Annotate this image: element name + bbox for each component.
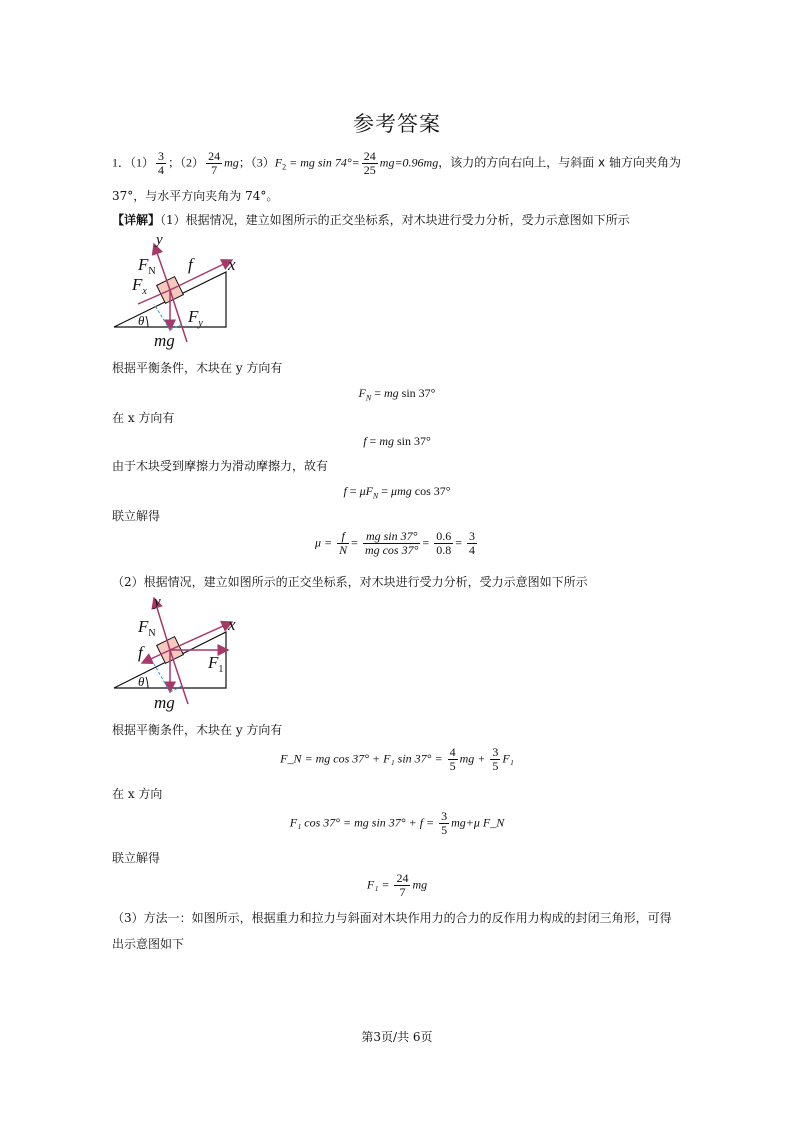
label-fn: $F_N$ — [138, 617, 156, 639]
label-fy: $F_y$ — [188, 307, 203, 329]
separator: ； — [238, 155, 251, 170]
solve-text-1: 联立解得 — [112, 509, 161, 523]
answer-line-1 — [112, 150, 681, 177]
label-mg: mg — [154, 693, 175, 712]
fraction-denominator: 5 — [492, 759, 499, 773]
fraction-denominator: mg cos 37° — [364, 543, 419, 557]
angle-arc — [146, 677, 148, 688]
label-fn: $F_N$ — [138, 255, 156, 277]
answer-3-expression: = mg sin 74°= — [286, 155, 360, 170]
equation-6-fraction — [394, 872, 410, 899]
equation-4-tail: F₁ — [502, 751, 514, 766]
equation-2: f = mg sin 37° — [363, 434, 431, 448]
part-2-marker: （2） — [180, 155, 205, 170]
equation-4-lhs: F_N = mg cos 37° + F₁ sin 37° = — [280, 751, 443, 766]
part-3-marker: （3） — [250, 155, 275, 170]
dashed-component-y — [170, 686, 182, 692]
fraction-numerator: 3 — [492, 745, 499, 759]
mu-lhs: μ = — [315, 535, 333, 550]
fraction-denominator: 5 — [441, 823, 448, 837]
balance-y-text-1: 根据平衡条件，木块在 y 方向有 — [112, 361, 283, 375]
part-3-line-2: 出示意图如下 — [112, 937, 185, 951]
fraction-numerator: 3 — [441, 809, 448, 823]
detail-part-1-intro — [112, 212, 630, 228]
equation-6 — [0, 872, 794, 899]
equation-5-fraction — [439, 810, 449, 837]
fraction-denominator: 5 — [449, 759, 456, 773]
detail-part-2-intro: （2）根据情况，建立如图所示的正交坐标系，对木块进行受力分析，受力示意图如下所示 — [112, 575, 588, 589]
fraction-numerator: 24 — [208, 149, 221, 163]
force-diagram-2 — [108, 592, 248, 714]
equation-6-tail: mg — [412, 877, 428, 892]
answer-3-value: mg=0.96mg — [379, 155, 439, 170]
fraction-numerator: 3 — [468, 529, 475, 543]
answer-3-fraction — [362, 150, 378, 177]
mu-equation: μ = $\frac{f}{N}$ = $\frac{\text{mg sin 37°}}{\text{mg cos 37°}}$ = $\frac{0.6}{0.8}$ = $\frac{3}{4}$ — [315, 529, 475, 557]
equation-5-tail: mg+μ F_N — [451, 815, 505, 830]
angle-arc — [146, 316, 148, 327]
force-diagram-1 — [108, 232, 248, 352]
fraction-denominator: 4 — [158, 163, 165, 177]
fraction-numerator: mg sin 37° — [363, 530, 420, 544]
fraction-denominator: 0.8 — [436, 543, 452, 557]
mu-fraction-1 — [337, 530, 349, 557]
equation-4 — [0, 746, 794, 773]
label-y: y — [156, 232, 163, 248]
detail-tag: 【详解】 — [112, 213, 161, 227]
dashed-component-x — [154, 304, 170, 330]
equation-1: $F_N$ = mg sin 37° — [358, 386, 436, 403]
label-x: x — [228, 615, 236, 634]
answer-3-symbol: F — [274, 155, 283, 170]
equation-4-mid: mg + — [459, 751, 486, 766]
label-f1: $F_1$ — [208, 653, 224, 675]
equation-5-lhs: F₁ cos 37° = mg sin 37° + f = — [289, 815, 435, 830]
label-fx: $F_x$ — [132, 275, 147, 297]
fraction-denominator: N — [339, 543, 348, 557]
fraction-numerator: f — [337, 530, 349, 544]
balance-y-text-2: 根据平衡条件，木块在 y 方向有 — [112, 723, 283, 737]
separator: ； — [168, 155, 181, 170]
equation-4-fraction-2 — [490, 746, 500, 773]
part-1-marker: （1） — [130, 155, 155, 170]
label-mg: mg — [154, 331, 175, 350]
x-axis-arrow — [170, 622, 232, 650]
fraction-numerator: 24 — [396, 871, 409, 885]
mu-fraction-3 — [434, 530, 453, 557]
page-title: 参考答案 — [353, 112, 441, 136]
fraction-denominator: 4 — [468, 543, 475, 557]
fraction-numerator: 4 — [449, 745, 456, 759]
x-axis-arrow — [170, 260, 232, 290]
page-footer: 第3页/共 6页 — [361, 1030, 433, 1044]
fraction-numerator: 24 — [363, 149, 376, 163]
equation-6-lhs: F₁ = — [366, 877, 390, 892]
fraction-denominator: 25 — [363, 163, 376, 177]
label-y: y — [154, 594, 161, 610]
part-3-line-1: （3）方法一：如图所示，根据重力和拉力与斜面对木块作用力的合力的反作用力构成的封闭三角形，可得 — [112, 911, 672, 925]
fraction-denominator: 7 — [399, 885, 406, 899]
solve-text-2: 联立解得 — [112, 851, 161, 865]
question-number: 1． — [112, 155, 131, 170]
mu-fraction-4 — [467, 530, 477, 557]
answer-2-unit: mg — [224, 155, 239, 170]
label-theta: θ — [138, 313, 145, 328]
label-f: f — [138, 643, 143, 662]
equation-3: $f = \mu F_N = \mu mg$ cos 37° — [343, 484, 451, 501]
answer-2-fraction — [206, 150, 222, 177]
friction-text: 由于木块受到摩擦力为滑动摩擦力，故有 — [112, 459, 329, 473]
label-f: f — [188, 255, 193, 274]
part-1-intro-text: （1）根据情况，建立如图所示的正交坐标系，对木块进行受力分析，受力示意图如下所示 — [160, 213, 630, 227]
equation-5 — [0, 810, 794, 837]
x-direction-text-2: 在 x 方向 — [112, 787, 163, 801]
answer-line-2: 37°，与水平方向夹角为 74°。 — [112, 189, 279, 203]
equation-4-fraction-1 — [448, 746, 458, 773]
answer-3-direction: ，该力的方向右向上，与斜面 x 轴方向夹角为 — [438, 155, 681, 170]
fraction-denominator: 7 — [211, 163, 218, 177]
label-x: x — [228, 255, 236, 274]
fraction-numerator: 3 — [158, 149, 165, 163]
mu-fraction-2 — [363, 530, 420, 557]
answer-3-subscript: 2 — [282, 162, 287, 172]
answer-1-fraction — [156, 150, 166, 177]
label-theta: θ — [138, 674, 145, 689]
fraction-numerator: 0.6 — [436, 529, 452, 543]
x-direction-text-1: 在 x 方向有 — [112, 411, 175, 425]
